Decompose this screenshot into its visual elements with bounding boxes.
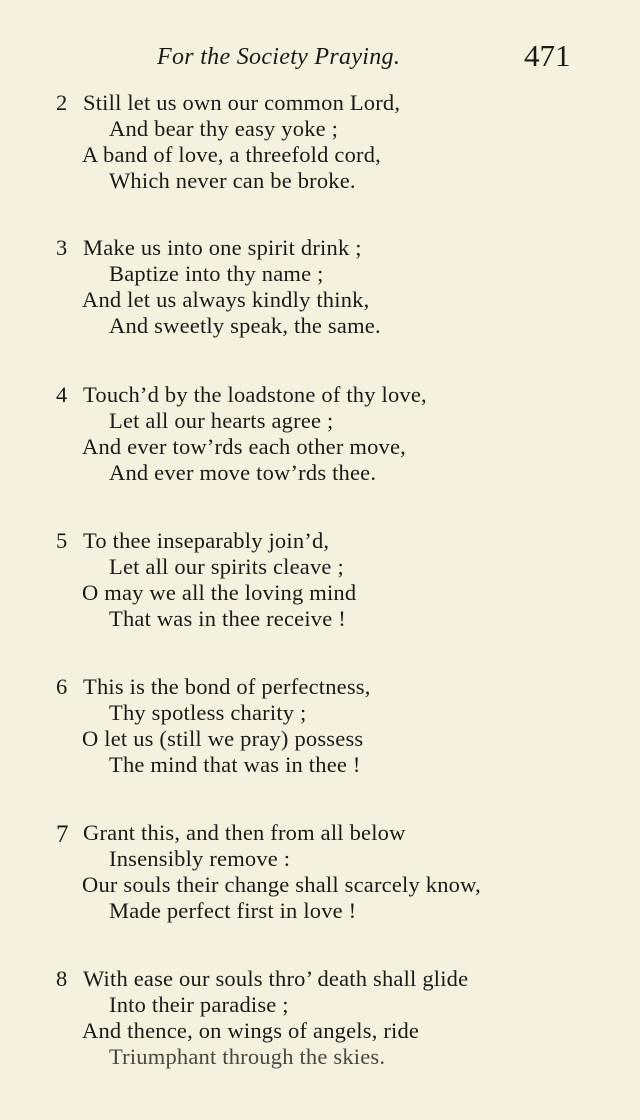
verse-line: Touch’d by the loadstone of thy love, xyxy=(83,382,427,407)
verse-line: O may we all the loving mind xyxy=(82,580,357,605)
verse-line: And bear thy easy yoke ; xyxy=(109,116,339,141)
verse-line: Baptize into thy name ; xyxy=(109,261,324,286)
running-title: For the Society Praying. xyxy=(157,44,401,70)
verse-line: Thy spotless charity ; xyxy=(109,700,307,725)
verse-line: This is the bond of perfectness, xyxy=(83,674,371,699)
verse-line: Let all our hearts agree ; xyxy=(109,408,334,433)
verse-line: Into their paradise ; xyxy=(109,992,289,1017)
verse-line: And sweetly speak, the same. xyxy=(109,313,381,338)
verse-number: 6 xyxy=(56,674,68,699)
verse-line: Let all our spirits cleave ; xyxy=(109,554,344,579)
verse-line: A band of love, a threefold cord, xyxy=(82,142,382,167)
verse-line: To thee inseparably join’d, xyxy=(83,528,330,553)
verse-line: Made perfect first in love ! xyxy=(109,898,357,923)
verse-line: Which never can be broke. xyxy=(109,168,356,193)
verse-line: And thence, on wings of angels, ride xyxy=(82,1018,420,1043)
verse-line: Triumphant through the skies. xyxy=(109,1044,386,1069)
verse-number: 4 xyxy=(56,382,68,407)
page-header xyxy=(0,40,640,80)
verse-line: Our souls their change shall scarcely know, xyxy=(82,872,481,897)
verse-line: With ease our souls thro’ death shall glide xyxy=(83,966,469,991)
verse-number: 2 xyxy=(56,90,68,115)
verse-line: Insensibly remove : xyxy=(109,846,291,871)
verse-line: Still let us own our common Lord, xyxy=(83,90,401,115)
verse-number: 7 xyxy=(56,821,69,848)
verse-line: That was in thee receive ! xyxy=(109,606,346,631)
page-number: 471 xyxy=(524,38,571,73)
verse-number: 5 xyxy=(56,528,68,553)
verse-line: O let us (still we pray) possess xyxy=(82,726,364,751)
verse-number: 3 xyxy=(56,235,68,260)
verse-line: And ever tow’rds each other move, xyxy=(82,434,406,459)
verse-line: And ever move tow’rds thee. xyxy=(109,460,377,485)
verse-number: 8 xyxy=(56,966,68,991)
verse-line: Grant this, and then from all below xyxy=(83,820,406,845)
verse-line: And let us always kindly think, xyxy=(82,287,370,312)
verse-line: Make us into one spirit drink ; xyxy=(83,235,362,260)
verse-line: The mind that was in thee ! xyxy=(109,752,361,777)
